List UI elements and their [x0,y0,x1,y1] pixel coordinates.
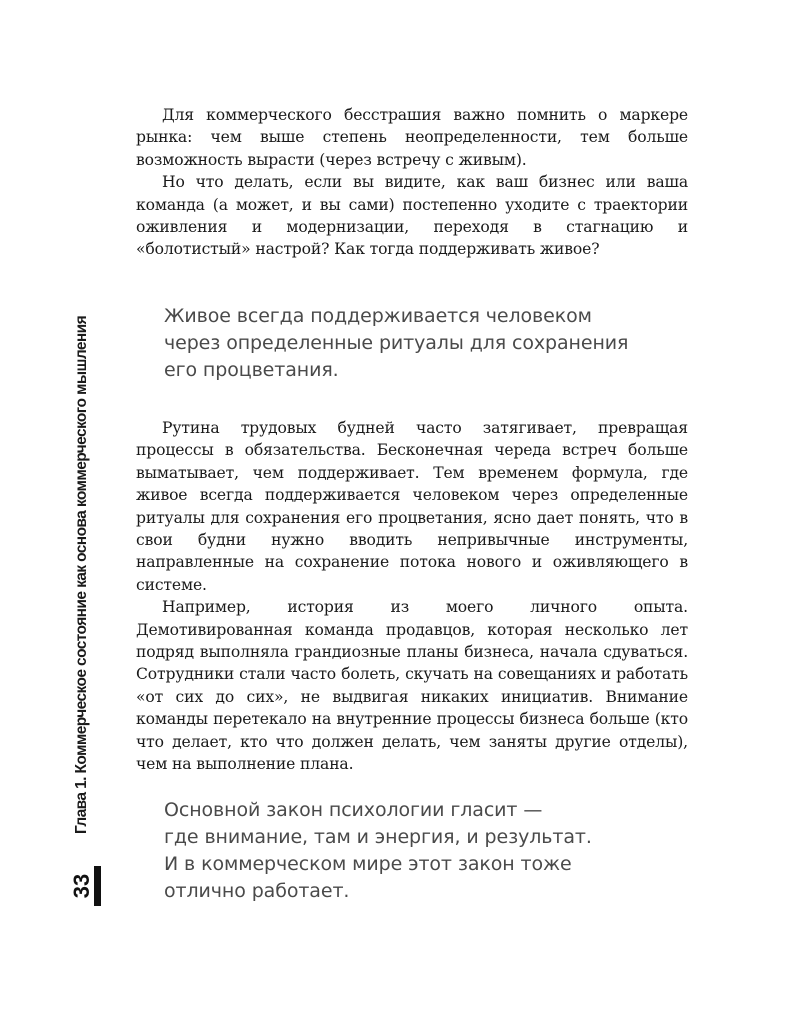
quote-line: его процветания. [164,359,339,381]
pull-quote-psychology-law [164,797,684,905]
paragraph: Для коммерческого бесстрашия важно помнить о маркере рынка: чем выше степень неопределенности, тем больше возможность вырасти (через встречу с живым). [136,106,688,169]
paragraph: Рутина трудовых будней часто затягивает, превращая процессы в обязательства. Бесконечная череда встреч больше выматывает, чем поддерживает. Тем временем формула, где живое всегда поддерживается человеком через определенные ритуалы для сохранения его процветания, ясно дает понять, что в свои будни нужно вводить непривычные инструменты, направленные на сохранение потока нового и оживляющего в системе. [136,419,688,594]
body-text-bottom [136,417,688,776]
quote-line: Живое всегда поддерживается человеком [164,305,592,327]
quote-line: И в коммерческом мире этот закон тоже [164,853,572,875]
paragraph: Например, история из моего личного опыта. Демотивированная команда продавцов, которая несколько лет подряд выполняла грандиозные планы бизнеса, начала сдуваться. Сотрудники стали часто болеть, скучать на совещаниях и работать «от сих до сих», не выдвигая никаких инициатив. Внимание команды перетекало на внутренние процессы бизнеса больше (кто что делает, кто что должен делать, чем заняты другие отделы), чем на выполнение плана. [136,598,688,774]
chapter-running-head: Глава 1. Коммерческое состояние как основа коммерческого мышления [73,315,90,835]
quote-line: отлично работает. [164,880,350,902]
body-text-top [136,104,688,261]
paragraph: Но что делать, если вы видите, как ваш бизнес или ваша команда (а может, и вы сами) постепенно уходите с траектории оживления и модернизации, переходя в стагнацию и «болотистый» настрой? Как тогда поддерживать живое? [136,173,688,259]
quote-line: где внимание, там и энергия, и результат. [164,826,592,848]
page-number: 33 [69,873,94,899]
quote-line: через определенные ритуалы для сохранения [164,332,629,354]
quote-line: Основной закон психологии гласит — [164,799,543,821]
page-number-bar [94,866,101,906]
pull-quote-rituals [164,303,684,384]
